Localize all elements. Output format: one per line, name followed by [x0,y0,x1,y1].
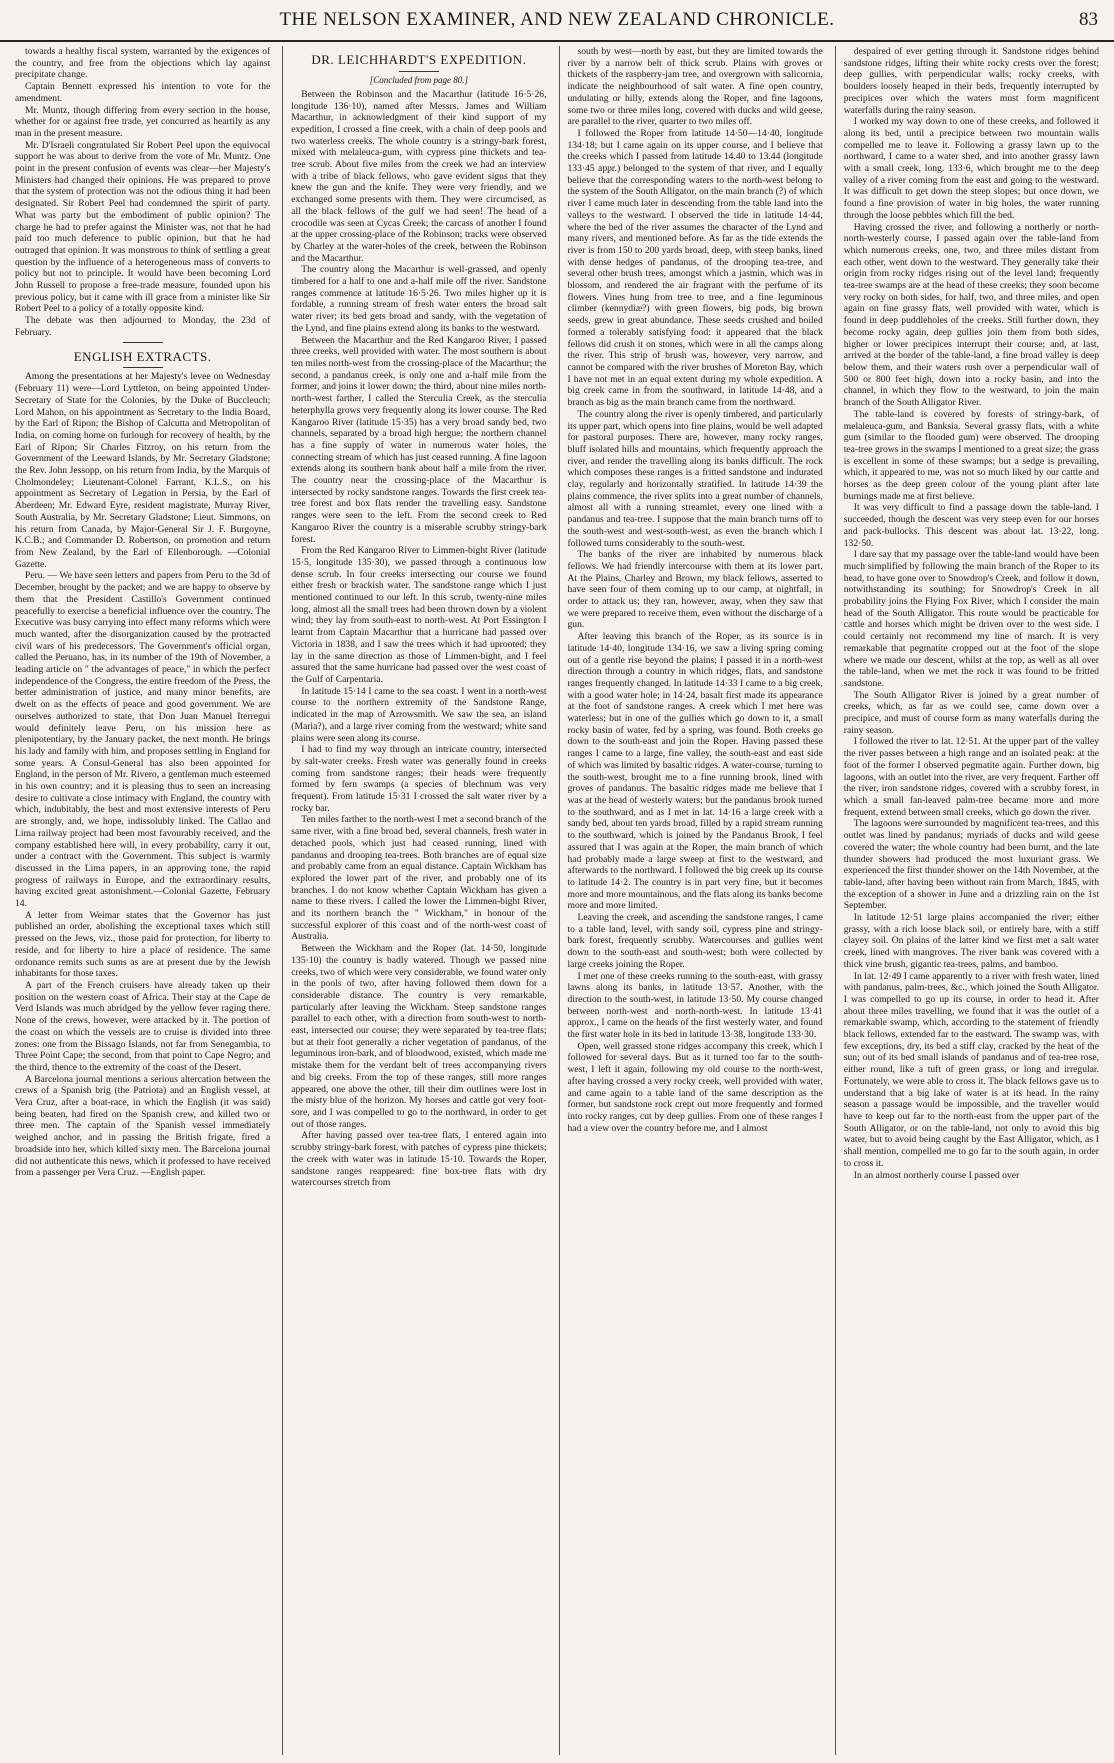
paragraph: After having passed over tea-tree flats, I entered again into scrubby stringy-bark forest, with patches of cypress pine thickets; the creek with water was in latitude 15·10. Towards the Roper, sandstone ranges reappeared: fine box-tree flats with dry watercourses stretch from [291,1130,547,1189]
paragraph: I had to find my way through an intricate country, intersected by salt-water creeks. Fresh water was generally found in creeks coming from sandstone ranges; their heads were frequently formed by fern swamps (a species of blechnum was very frequent). From latitude 15·31 I crossed the salt water river by a rocky bar. [291,744,547,814]
newspaper-title: THE NELSON EXAMINER, AND NEW ZEALAND CHRONICLE. [279,9,835,30]
paragraph: After leaving this branch of the Roper, as its source is in latitude 14·40, longitude 134·16, we saw a living spring coming out of a gentle rise beyond the plains; I passed it in a north-west direction through a country in which ridges, flats, and sandstone ranges frequently changed. In latitude 14·33 I came to a big creek, with a good water hole; in 14·24, basalt first made its appearance at the foot of sandstone ranges. A creek which I met here was waterless; but in one of the gullies which go down to it, a small rocky basin of water, fed by a spring, was found. Both creeks go down to the south-east and join the Roper. Having passed these ranges I came to a large, fine valley, the south-east and east side of which was limited by basaltic ridges. A water-course, turning to the south-west, brought me to a fine running brook, lined with groves of pandanus. The basaltic ridges made me believe that I was at the head of westerly waters; but the pandanus brook turned to the southward, and as I met in lat. 14·16 a large creek with a sandy bed, about ten yards broad, filled by a rapid stream running to the southward, which is joined by the Pandanus Brook, I feel assured that I was again at the Roper, the main branch of which had probably made a large sweep at first to the westward, and afterwards to the northward. I followed the big creek up its course to latitude 14·2. The country is in part very fine, but it becomes more and more mountainous, and the flats along its banks become more and more limited. [567,631,823,912]
paragraph: south by west—north by east, but they are limited towards the river by a narrow belt of thick scrub. Plains with groves or thickets of the raspberry-jam tree, and overgrown with salicornia, indicate the neighbourhood of salt water. A fine open country, undulating or hilly, extends along the Roper, and fine lagoons, some two or three miles long, covered with ducks and wild geese, are parallel to the river, quarter to two miles off. [567,46,823,128]
paragraph: The country along the river is openly timbered, and particularly its upper part, which opens into fine plains, would be well adapted for pastoral purposes. There are, however, many rocky ranges, bluff isolated hills and mountains, which frequently approach the river, and render the travelling along its banks difficult. The rock which composes these ranges is a fritted sandstone and indurated clay, regularly and horizontally stratified. In latitude 14·39 the plains commence, the river splits into a great number of channels, almost all with a running streamlet, every one lined with a pandanus and tea-tree. I suppose that the main branch turns off to the south-west and west-south-west, as even the branch which I followed turns considerably to the south-west. [567,408,823,549]
paragraph: The banks of the river are inhabited by numerous black fellows. We had friendly intercourse with them at its lower part. At the Plains, Charley and Brown, my black fellows, asserted to have seen four of them coming up to our camp, at nightfall, in order to attack us; they ran, however, away, when they saw that we were prepared to receive them, even without the discharge of a gun. [567,549,823,631]
paragraph: In latitude 15·14 I came to the sea coast. I went in a north-west course to the northern extremity of the Sandstone Range, indicated in the map of Arrowsmith. We saw the sea, an island (Maria?), and a large river coming from the westward; white sand plains were seen along its course. [291,685,547,744]
paragraph: I followed the Roper from latitude 14·50—14·40, longitude 134·18; but I came again on its upper course, and I believe that the creeks which I passed from latitude 14.40 to 13.44 (longitude 133·45 appr.) belonged to the system of that river, and I equally believe that the corresponding waters to the north-west belong to the system of the South Alligator, on the main branch (?) of which river I came much later in descending from the table land into the valleys to the westward. I observed the tide in latitude 14·44, where the bed of the river assumes the character of the Lynd and many rivers, and mentioned before. As far as the tide extends the river is from 150 to 200 yards broad, deep, with steep banks, lined with dense hedges of pandanus, of the drooping tea-tree, and several other brush trees, amongst which a jasmin, which was in blossom, and rendered the air fragrant with the perfume of its flowers. Vines hung from tree to tree, and a fine leguminous climber (kennydiæ?) with green flowers, big pods, big brown seeds, grew in great abundance. These seeds crushed and boiled formed a tolerably satisfying food: it appeared that the black fellows did crush it on stones, which were in all the camps along the river. This strip of brush was, however, very narrow, and cannot be compared with the river brushes of Moreton Bay, which I have not met in an equal extent during my whole expedition. A big creek came in from the southward, in latitude 14·48, and a branch as big as the main branch came from the northward. [567,127,823,409]
paragraph: Open, well grassed stone ridges accompany this creek, which I followed for several days. But as it turned too far to the south-west, I left it again, following my old course to the north-west, after having crossed a very rocky creek, well provided with water, and came again to a table land of the same description as the former, but sandstone rock crept out more frequently and formed into rocky ranges, cut by deep gullies. From one of these ranges I had a view over the country before me, and I almost [567,1040,823,1134]
paragraph: In latitude 12·51 large plains accompanied the river; either grassy, with a rich loose black soil, or entirely bare, with a stiff clayey soil. On plains of the latter kind we first met a salt water creek, lined with mangroves. The river bank was covered with a thick vine brush, gigantic tea-trees, palms, and bamboo. [843,912,1099,970]
section-heading-english-extracts: ENGLISH EXTRACTS. [73,348,212,364]
paragraph: A letter from Weimar states that the Governor has just published an order, abolishing the exceptional taxes which still pressed on the Jews, viz., those paid for protection, for liberty to reside, and for liberty to hire a place of residence. The same ordonance remits such sums as are at present due by the Jewish inhabitants for those taxes. [15,909,271,980]
paragraph: Captain Bennett expressed his intention to vote for the amendment. [15,81,271,104]
column-4 [835,46,1102,1755]
column-3 [559,46,826,1755]
paragraph: Between the Robinson and the Macarthur (latitude 16·5·26, longitude 136·10), named after Messrs. James and William Macarthur, in acknowledgment of their kind support of my expedition, I crossed a fine creek, with a chain of deep pools and two waterless creeks. The whole country is a stringy-bark forest, mixed with melaleuca-gum, with cypress pine thickets and tea-tree scrub. About five miles from the creek we had an interview with a tribe of black fellows, who gave evident signs that they knew the gun and the knife. They were very friendly, and we exchanged some presents with them. They were circumcised, as all the black fellows of the gulf we had seen! The head of a crocodile was seen at Cycas Creek; the carcass of another I found at the upper crossing-place of the Robinson; tracks were observed by Charley at the water-holes of the creek, between the Robinson and the Macarthur. [291,88,547,264]
section-divider [123,342,163,343]
section-divider [123,367,163,368]
paragraph: I dare say that my passage over the table-land would have been much simplified by following the main branch of the Roper to its head, to have gone over to Snowdrop's Creek, and follow it down, notwithstanding its southing; for Snowdrop's Creek in all probability joins the Flying Fox River, which I consider the main head of the South Alligator. This route would be practicable for cattle and horses which might be driven over to the west side. I could certainly not recommend my line of march. It is very remarkable that pegmatite cropped out at the foot of the slope where we made our descent, whilst at the top, as well as all over the table-land, when we met the rock it was found to be fritted sandstone. [843,549,1099,689]
paragraph: Among the presentations at her Majesty's levee on Wednesday (February 11) were—Lord Lyttleton, on being appointed Under-Secretary of State for the Colonies, by the Duke of Buccleuch; Lord Mahon, on his appointment as Secretary to the India Board, by the Earl of Ripon; the Bishop of Calcutta and Metropolitan of India, on coming home on furlough for recovery of health, by the Earl of Ripon; Sir Charles Fitzroy, on his return from the Government of the Leeward Islands, by Mr. Secretary Gladstone; the Rev. John Jessopp, on his return from India, by the Marquis of Cholmondeley; Lieutenant-Colonel Farrant, K.L.S., on his appointment as Secretary of Legation in Persia, by the Earl of Aberdeen; Mr. Edward Eyre, resident magistrate, Murray River, South Australia, by Mr. Secretary Gladstone; Lieut. Simmons, on his return from Canada, by Major-General Sir J. F. Burgoyne, K.C.B.; and Commander D. Robertson, on promotion and return from New Zealand, by the Earl of Ellenborough. —Colonial Gazette. [15,371,271,570]
paragraph: The South Alligator River is joined by a great number of creeks, which, as far as we could see, came down over a precipice, and must of course form as many waterfalls during the rainy season. [843,689,1099,736]
paragraph: The lagoons were surrounded by magnificent tea-trees, and this outlet was lined by pandanus; myriads of ducks and wild geese covered the water; the whole country had been burnt, and the late thunder showers had produced the most luxuriant grass. We experienced the first thunder shower on the 14th November, at the table-land, after having been without rain from March, 1845, with the exception of a shower in June and a drizzling rain on the 1st September. [843,818,1099,912]
paragraph: Between the Macarthur and the Red Kangaroo River, I passed three creeks, well provided with water. The most southern is about ten miles north-west from the crossing-place of the Macarthur; the second, a pandanus creek, is only one and a-half mile from the former, and joins it lower down; the third, about nine miles north-north-west farther, I called the Sterculia Creek, as the sterculia heterphylla grows very frequently along its lower course. The Red Kangaroo River (latitude 15·35) has a very broad sandy bed, two channels, separated by a broad high hergue; the northern channel has a fine supply of water in numerous water holes, the connecting stream of which has just ceased running. A fine lagoon extends along its southern bank about half a mile from the river. The country near the crossing-place of the Macarthur is intersected by rocky sandstone ranges. Towards the first creek tea-tree forest and box flats render the travelling easy. Sandstone ranges were seen to the left. From the second creek to Red Kangaroo River the country is a miserable scrubby stringy-bark forest. [291,334,547,545]
paragraph: It was very difficult to find a passage down the table-land. I succeeded, though the descent was very steep even for our horses and pack-bullocks. This descent was about lat. 13·22, long. 132·50. [843,502,1099,549]
paragraph: despaired of ever getting through it. Sandstone ridges behind sandstone ridges, lifting their white rocky crests over the forest; deep gullies, with perpendicular walls; rocky creeks, with boulders loosely heaped in their beds, frequently interrupted by precipices over which the waters must form magnificent waterfalls during the rainy season. [843,46,1099,116]
column-1 [12,46,273,1755]
paragraph: I met one of these creeks running to the south-east, with grassy lawns along its banks, in latitude 13·57. Another, with the direction to the south-west, in latitude 13·50. My course changed between north-west and north-north-west. In latitude 13·41 approx., I came on the heads of the first westerly water, and found the first water hole in its bed in latitude 13·38, longitude 133·30. [567,970,823,1041]
section-divider [399,71,439,72]
paragraph: I worked my way down to one of these creeks, and followed it along its bed, until a precipice between two mountain walls compelled me to leave it. Following a grassy lawn up to the northward, I came to a water shed, and into another grassy lawn with a small creek, long. 133·6, which brought me to the deep valley of a river coming from the east and going to the westward. It was difficult to get down the steep slopes; but once down, we found a fine provision of water in big holes, the water running through the loose pebbles which fill the bed. [843,116,1099,221]
paragraph: Ten miles farther to the north-west I met a second branch of the same river, with a fine broad bed, several channels, fresh water in detached pools, which just had ceased running, lined with pandanus and drooping tea-trees. Both branches are of equal size and probably came from an equal distance. Captain Wickham has explored the lower part of the river, and probably one of its branches. I do not know whether Captain Wickham has given a name to these rivers. I called the lower the Limmen-bight River, and its northern branch the " Wickham," in honour of the successful explorer of this coast and of the north-west coast of Australia. [291,814,547,943]
paragraph: Peru. — We have seen letters and papers from Peru to the 3d of December, brought by the packet; and we are happy to observe by them that the President Castillo's Government continued peacefully to exercise a beneficial influence over the country. The Executive was busy carrying into effect many reforms which were much wanted, after the disorganization caused by the protracted civil wars of his predecessors. The Government's official organ, called the Peruano, has, in its number of the 19th of November, a leading article on " the advantages of peace," in which the perfect independence of the Congress, the entire freedom of the Press, the better administration of justice, and many minor benefits, are dwelt on as the effects of peace and good government. We are ourselves authorized to state, that Don Juan Manuel Iterregui would definitely leave Peru, on his mission here as plenipotentiary, by the January packet, the next month. He brings his lady and family with him, and proposes settling in England for some years. A Consul-General has also been appointed for England, in the person of Mr. Rivero, a gentleman much esteemed in his own country; and it is pleasing thus to seen an increasing desire to cultivate a close intimacy with England, the country with which, indubitably, the best and most extensive interests of Peru are strongly, and, we hope, indissolubly linked. The Callao and Lima railway project had been most favourably received, and the company established here will, in every probability, carry it out, under a contract with the Government. This subject is warmly discussed in the Lima papers, in an approving tone, the rapid progress of railways in Europe, and the extraordinary results, having excited great astonishment.—Colonial Gazette, February 14. [15,570,271,910]
paragraph: Leaving the creek, and ascending the sandstone ranges, I came to a table land, level, with sandy soil, cypress pine and stringy-bark forest, frequently scrubby. Watercourses and gullies went down to the south-east and south-west; both were collected by large creeks joining the Roper. [567,912,823,970]
paragraph: In lat. 12·49 I came apparently to a river with fresh water, lined with pandanus, palm-trees, &c., which joined the South Alligator. I was compelled to go up its course, in order to head it. After about three miles travelling, we found that it was the outlet of a remarkable swamp, which, according to the statement of friendly black fellows, extended far to the eastward. The swamp was, with few exceptions, dry, its bed a stiff clay, cracked by the heat of the sun; out of its bed small islands of pandanus and of tea-tree rose, either round, like a tuft of green grass, or long and irregular. Fortunately, we were able to cross it. The black fellows gave us to understand that a big lake of water is at its head. In the rainy season a passage would be impossible, and the traveller would have to keep out far to the north-east from the upper part of the South Alligator, or on the table-land, not only to avoid this big water, but to avoid being caught by the East Alligator, which, as I shall mention, compelled me to go far to the south again, in order to cross it. [843,970,1099,1169]
paragraph: I followed the river to lat. 12·51. At the upper part of the valley the river passes between a high range and an isolated peak: at the foot of the former I observed pegmatite again. Further down, big lagoons, with an outlet into the river, are very frequent. Farther off the river, iron sandstone ridges, covered with a scrubby forest, in which a small fan-leaved palm-tree became more and more frequent, extend between small creeks, which go down the river. [843,736,1099,818]
paragraph: Mr. D'Israeli congratulated Sir Robert Peel upon the equivocal support he was about to derive from the vote of Mr. Muntz. One point in the present confusion of events was clear—her Majesty's Ministers had changed their opinions. He was prepared to prove that the system of protection was not the odious thing it had been designated. Sir Robert Peel had condemned the spirit of party. What was party but the embodiment of public opinion? The charge he had to prefer against the Minister was, not that he had paid too much deference to public opinion, but that he had outraged that opinion. It was monstrous to think of settling a great question by the influence of a heterogeneous mass of converts to policy but not to principle. It would have been becoming Lord John Russell to propose a free-trade measure, founded upon his previous policy, but it came with ill grace from a minister like Sir Robert Peel to a policy of a totally opposite kind. [15,139,271,315]
article-subheading: [Concluded from page 80.] [369,74,468,85]
paragraph: In an almost northerly course I passed over [853,1169,1020,1181]
paragraph: From the Red Kangaroo River to Limmen-bight River (latitude 15·5, longitude 135·30), we passed through a continuous low dense scrub. In four creeks intersecting our course we found either fresh or brackish water. The sandstone range which I just mentioned continued to our left. In this scrub, twenty-nine miles long, almost all the small trees had been thrown down by a violent wind; they lay from south-east to north-west. At Port Essington I learnt from Captain Macarthur that a hurricane had passed over Victoria in 1838, and I saw the trees which it had uprooted; they lay in the same direction as those of Limmen-bight, and I feel assured that the same hurricane had passed over the west coast of the Gulf of Carpentaria. [291,545,547,685]
paragraph: The table-land is covered by forests of stringy-bark, of melaleuca-gum, and Banksia. Several grassy flats, with a white gum (similar to the flooded gum) were observed. The drooping tea-tree grows in the swamps I mentioned to a great size; the grass is excellent in some of these swamps; but a sedge is prevailing, which, it appeared to me, was not so much liked by our cattle and horses as the deep green colour of the young plant after late burnings made me at first believe. [843,408,1099,502]
columns [12,46,1102,1755]
article-heading-leichhardt: DR. LEICHHARDT'S EXPEDITION. [311,52,527,67]
column-2 [282,46,549,1755]
masthead [0,0,1114,42]
paragraph: A Barcelona journal mentions a serious altercation between the crews of a Spanish brig (the Patriota) and an English vessel, at Vera Cruz, after a boat-race, in which the English (it was said) being beaten, had fired on the Spanish crew, and killed two or three men. The captain of the Spanish vessel immediately weighed anchor, and in passing the British frigate, fired a broadside into her, which killed sixty men. The Barcelona journal did not authenticate this news, which it professed to have received from a passenger per Vera Cruz. —English paper. [15,1073,271,1179]
paragraph: Between the Wickham and the Roper (lat. 14·50, longitude 135·10) the country is badly watered. Though we passed nine creeks, two of which were very considerable, we found water only in the pools of two, after having followed them down for a considerable distance. The country is very remarkable, particularly after leaving the Wickham. Steep sandstone ranges parallel to each other, with a direction from south-west to north-east, intersected our course; they were separated by tea-tree flats; but at their foot generally a richer vegetation of pandanus, of the leguminous iron-bark, and of bloodwood, existed, which made me mistake them for the verdant belt of trees accompanying rivers and big creeks. From the top of these ranges, still more ranges appeared, one above the other, till their dim outlines were lost in the misty blue of the horizon. My horses and cattle got very foot-sore, and I was compelled to go to the northward, in order to get out of those ranges. [291,943,547,1130]
paragraph: The country along the Macarthur is well-grassed, and openly timbered for a half to one and a-half mile off the river. Sandstone ranges commence at latitude 16·5·26. Two miles higher up it is fordable, a running stream of fresh water enters the broad salt water river; its bed gets broad and sandy, with the vegetation of the Lynd, and fine plains extend along its banks to the westward. [291,264,547,334]
paragraph: towards a healthy fiscal system, warranted by the exigences of the country, and free from the objections which lay against precipitate change. [15,46,271,81]
paragraph: Having crossed the river, and following a northerly or north-north-westerly course, I passed again over the table-land from which numerous creeks, one, two, and three miles distant from each other, went down to the westward. They generally take their origin from rocky ridges rising out of the level land; frequently tea-tree swamps are at the head of these creeks; they soon become very rocky on both sides, for half, two, and three miles, and open again on fine grassy flats, well provided with water, which is found in deep puddleholes of the creeks. Still further down, they become rocky again, deep gullies join them from both sides, higher or lower precipices interrupt their course; and, at last, arrived at the border of the table-land, a fine broad valley is deep below them, and their waters rush over a perpendicular wall of 500 or 800 feet high, down into a rocky basin, and into the channel, in which they flow to the westward, to join the main branch of the South Alligator River. [843,221,1099,409]
paragraph: The debate was then adjourned to Monday, the 23d of February. [15,315,271,338]
page-number: 83 [1079,9,1098,30]
paragraph: A part of the French cruisers have already taken up their position on the western coast of Africa. Their stay at the Cape de Verd Islands was much abridged by the yellow fever raging there. None of the crews, however, were attacked by it. The portion of the coast on which the vessels are to cruise is divided into three zones: one from the Bissago Islands, not far from Senegambia, to Three Point Cape; the second, from that point to Cape Negro; and the third, thence to the extremity of the coast of the Desert. [15,980,271,1073]
paragraph: Mr. Muntz, though differing from every section in the house, whether for or against free trade, yet concurred as heartily as any man in the present measure. [15,104,271,139]
